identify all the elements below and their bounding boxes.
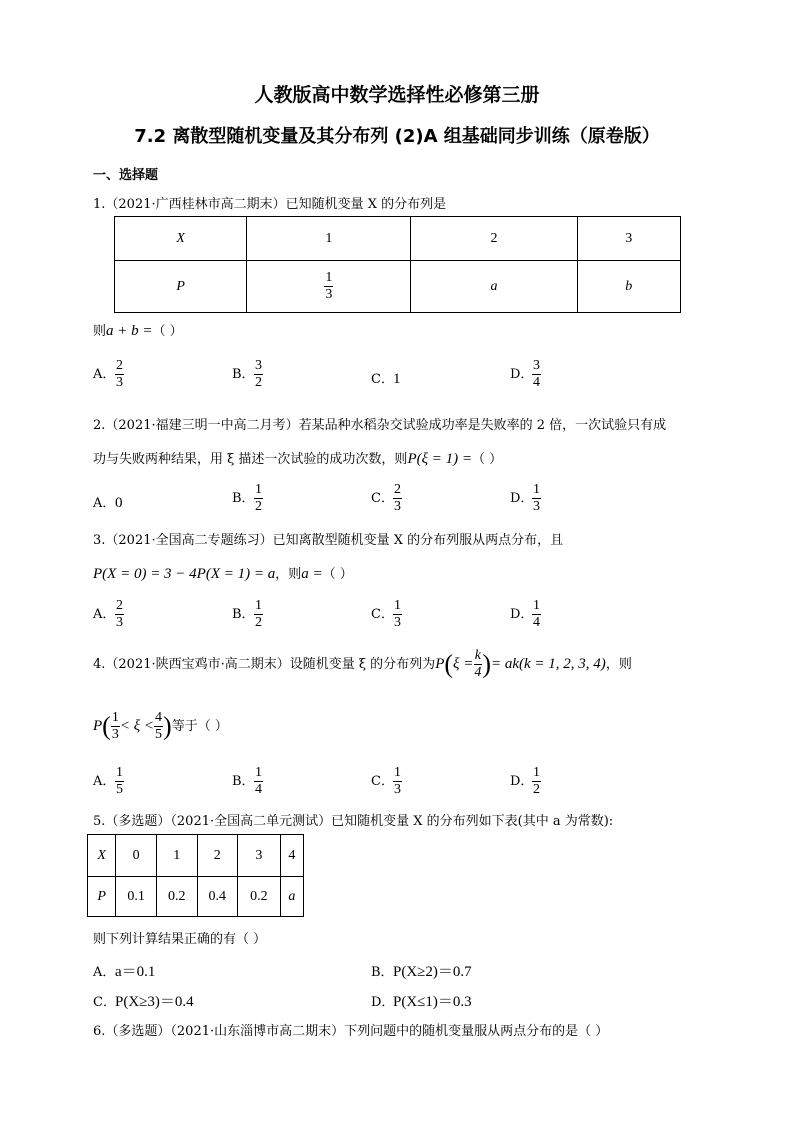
table-cell: 0.2 <box>238 877 281 917</box>
table-cell: X <box>115 217 247 261</box>
question-1-table <box>114 216 681 313</box>
section-heading: 一、选择题 <box>93 168 159 183</box>
option-d[interactable]: D． $\frac{3}{4}$ <box>510 358 540 390</box>
fraction: $\frac{1}{3}$ <box>325 270 333 302</box>
table-cell: 2 <box>197 835 238 877</box>
table-cell: 3 <box>577 217 680 261</box>
table-cell: 2 <box>411 217 577 261</box>
option-a[interactable]: A．0 <box>93 495 123 511</box>
question-5-ask: 则下列计算结果正确的有（ ） <box>93 932 267 947</box>
option-a[interactable]: A．a＝0.1 <box>93 964 156 980</box>
table-cell: a <box>411 261 577 313</box>
option-c[interactable]: C． $\frac{1}{3}$ <box>371 765 401 797</box>
option-a[interactable]: A． $\frac{2}{3}$ <box>93 358 123 390</box>
question-6-stem: 6.（多选题）（2021·山东淄博市高二期末）下列问题中的随机变量服从两点分布的是（ ） <box>93 1024 609 1039</box>
option-c[interactable]: C．P(X≥3)＝0.4 <box>93 994 194 1010</box>
table-cell: 4 <box>280 835 303 877</box>
option-a[interactable]: A． $\frac{2}{3}$ <box>93 598 123 630</box>
question-5-table <box>87 834 304 917</box>
table-cell: 0.4 <box>197 877 238 917</box>
option-b[interactable]: B．P(X≥2)＝0.7 <box>371 964 472 980</box>
question-5-stem: 5.（多选题）（2021·全国高二单元测试）已知随机变量 X 的分布列如下表(其中 a 为常数): <box>93 814 614 829</box>
question-3-line1: 3.（2021·全国高二专题练习）已知离散型随机变量 X 的分布列服从两点分布，且 <box>93 533 564 548</box>
question-2-line1: 2.（2021·福建三明一中高二月考）若某品种水稻杂交试验成功率是失败率的 2 倍，一次试验只有成 <box>93 418 667 433</box>
table-cell: P <box>115 261 247 313</box>
option-d[interactable]: D． $\frac{1}{3}$ <box>510 482 540 514</box>
table-cell: 0.1 <box>116 877 157 917</box>
option-c[interactable]: C． $\frac{1}{3}$ <box>371 598 401 630</box>
table-cell: P <box>88 877 116 917</box>
option-b[interactable]: B． $\frac{1}{2}$ <box>232 482 262 514</box>
table-cell: 1 <box>247 217 411 261</box>
table-cell: X <box>88 835 116 877</box>
table-cell: 3 <box>238 835 281 877</box>
option-d[interactable]: D． $\frac{1}{2}$ <box>510 765 540 797</box>
option-c[interactable]: C． $\frac{2}{3}$ <box>371 482 401 514</box>
table-cell: 0.2 <box>156 877 197 917</box>
question-4-line2: P( $\frac{1}{3}$ < ξ < $\frac{4}{5}$ )等于（ ） <box>93 710 228 742</box>
question-1-stem: 1.（2021·广西桂林市高二期末）已知随机变量 X 的分布列是 <box>93 197 447 212</box>
option-b[interactable]: B． $\frac{1}{4}$ <box>232 765 262 797</box>
table-cell: 1 <box>156 835 197 877</box>
option-d[interactable]: D．P(X≤1)＝0.3 <box>371 994 472 1010</box>
question-3-line2: P(X = 0) = 3 − 4P(X = 1) = a，则a =（ ） <box>93 566 353 582</box>
option-b[interactable]: B． $\frac{3}{2}$ <box>232 358 262 390</box>
option-c[interactable]: C．1 <box>371 371 401 387</box>
page-subtitle: 7.2 离散型随机变量及其分布列 (2)A 组基础同步训练（原卷版） <box>134 126 660 147</box>
question-2-line2: 功与失败两种结果，用 ξ 描述一次试验的成功次数，则P(ξ = 1) =（ ） <box>93 451 503 467</box>
question-1-ask: 则a + b =（ ） <box>93 323 183 339</box>
table-cell: 0 <box>116 835 157 877</box>
table-cell: a <box>280 877 303 917</box>
page-title: 人教版高中数学选择性必修第三册 <box>254 84 540 106</box>
option-b[interactable]: B． $\frac{1}{2}$ <box>232 598 262 630</box>
option-a[interactable]: A． $\frac{1}{5}$ <box>93 765 123 797</box>
table-cell: b <box>577 261 680 313</box>
option-d[interactable]: D． $\frac{1}{4}$ <box>510 598 540 630</box>
table-cell <box>247 261 411 313</box>
question-4-line1: 4.（2021·陕西宝鸡市·高二期末）设随机变量 ξ 的分布列为P(ξ = $\frac{k}{4}$ )= ak(k = 1, 2, 3, 4)，则 <box>93 648 632 680</box>
